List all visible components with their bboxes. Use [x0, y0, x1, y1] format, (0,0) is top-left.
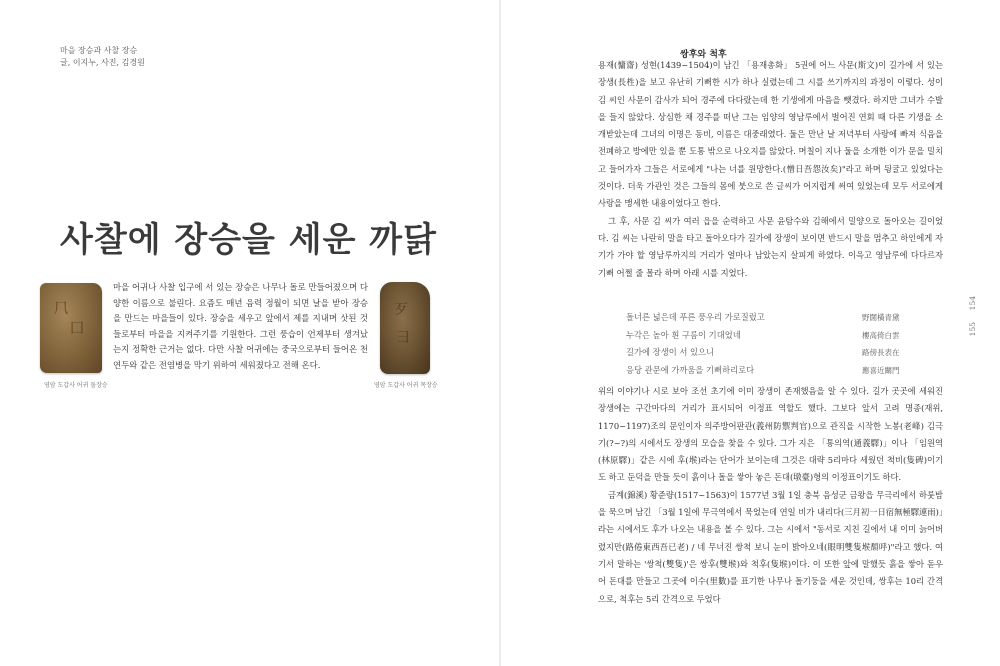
page-title: 사찰에 장승을 세운 까닭 [60, 220, 437, 260]
photo-caption-right: 영암 도갑사 어귀 목장승 [374, 382, 438, 389]
stone-jangseung-photo-left [40, 283, 102, 373]
photo-caption-left: 영암 도갑사 어귀 돌장승 [44, 382, 108, 389]
page-number-left: 154 [968, 296, 977, 311]
carved-glyph-icon: ⼞ [70, 321, 84, 337]
poem-hanja: 樓高倚白雲 [862, 330, 900, 340]
poem-line [626, 362, 916, 380]
poem-korean: 누각은 높아 흰 구름이 기대었네 [626, 329, 741, 340]
body-paragraph: 금계(錦溪) 황준량(1517~1563)이 1577년 3월 1일 충북 음성군 금왕읍 무극리에서 하룻밤을 묵으며 남긴 「3월 1일에 무극역에서 묵었는데 연일 비가 내리다(三月初一日宿無極驛連雨)」라는 시에서도 후가 나오는 내용을 볼 수 있다. 그는 시에서 "동서로 지친 길에서 내 이미 늙어버렸지만(路倦東西吾已老) / 네 무너진 쌍척 보니 눈이 밝아오네(眼明雙隻堠頹呼)"라고 했다. 여기서 말하는 '쌍척(雙隻)'은 쌍후(雙堠)와 척후(隻堠)이다. 이 또한 앞에 말했듯 흙을 쌓아 돋우어 돈대를 만들고 그곳에 이수(里數)를 표기한 나무나 돌기둥을 세운 것인데, 쌍후는 10리 간격으로, 척후는 5리 간격으로 두었다 [598, 489, 943, 604]
carved-glyph-icon: ⽍ [394, 302, 408, 318]
credits: 글, 이지누, 사진, 김경원 [60, 58, 145, 67]
section-label [60, 45, 145, 69]
poem-korean: 길가에 장생이 서 있으니 [626, 347, 715, 357]
poem-line [626, 309, 916, 327]
intro-paragraph [113, 280, 368, 373]
body-paragraph: 용재(慵齋) 성현(1439~1504)이 남긴 「용재총화」 5권에 어느 사문(斯文)이 길가에 서 있는 장생(長栍)을 보고 유난히 기뻐한 시가 하나 실렸는데 그 시를 쓰기까지의 과정이 이렇다. 성이 김 씨인 사문이 감사가 되어 경주에 다다랐는데 한 기생에게 마음을 뺏겼다. 하지만 그녀가 수발을 들지 않았다. 상심한 채 경주를 떠난 그는 임양의 영남루에서 벌어진 연회 때 다른 기생을 소개받았는데 그녀의 이명은 동비, 이름은 대중래였다. 둘은 만난 날 저녁부터 사랑에 빠져 식음을 전폐하고 방에만 있을 뿐 도통 밖으로 나오지를 않았다. 며칠이 지나 둘을 소개한 이가 문을 밀치고 들어가자 그들은 서로에게 "나는 너를 원망한다.(憎日吾怨汝矣)"라고 하며 뒹굴고 있었다는 것이다. 더욱 가관인 것은 그들의 몸에 붓으로 쓴 글씨가 어지럽게 써여 있었는데 모두 서로에게 사랑을 맹세한 내용이었다고 한다. [598, 60, 943, 209]
poem-hanja: 應喜近關門 [862, 365, 900, 375]
poem-block [626, 309, 916, 379]
series-title: 마을 장승과 사찰 장승 [60, 46, 138, 55]
body-text-lower [598, 383, 943, 608]
intro-text: 마을 어귀나 사찰 입구에 서 있는 장승은 나무나 돌로 만들어졌으며 다양한 이름으로 불린다. 요즘도 매년 음력 정월이 되면 날을 받아 장승을 만드는 마을들이 있다. 장승을 세우고 앞에서 제를 지내며 삿된 것들로부터 마을을 지켜주기를 기원한다. 그런 풍습이 언제부터 생겨났는지 정확한 근거는 없다. 다만 사찰 어귀에는 중국으로부터 들어온 천연두와 같은 전염병을 막기 위하여 세워졌다고 전해 온다. [113, 282, 368, 370]
poem-line [626, 327, 916, 345]
section-subhead: 쌍후와 척후 [680, 50, 727, 60]
body-text-upper [598, 57, 943, 282]
poem-hanja: 野闊橫青黛 [862, 313, 900, 322]
poem-hanja: 路傍長表在 [862, 348, 900, 357]
poem-line [626, 344, 916, 362]
carved-glyph-icon: ⺕ [396, 330, 410, 346]
poem-korean: 응당 관문에 가까움을 기뻐하리로다 [626, 364, 755, 375]
body-paragraph: 그 후, 사문 김 씨가 여러 읍을 순력하고 사문 윤탐수와 김해에서 밀양으로 돌아오는 길이었다. 김 씨는 나란히 말을 타고 돌아오다가 길가에 장생이 보이면 반드시 말을 멈추고 하인에게 자기가 가야 할 영남루까지의 거리가 얼마나 남았는지 살피게 하였다. 이윽고 영남루에 다다르자 기뻐 어쩔 줄 몰라 하며 아래 시를 지었다. [598, 215, 943, 278]
carved-glyph-icon: ⺇ [54, 301, 68, 317]
stone-jangseung-photo-right [380, 282, 430, 374]
page-number-right: 155 [968, 322, 977, 337]
poem-korean: 돌너른 넓은데 푸른 풍우리 가로질렀고 [626, 312, 765, 322]
body-paragraph: 위의 이야기나 시로 보아 조선 초기에 이미 장생이 존재했음을 알 수 있다. 길가 곳곳에 세워진 장생에는 구간마다의 거리가 표시되어 이정표 역할도 했다. 그보다 앞서 고려 명종(재위, 1170~1197)조의 문인이자 의주방어판관(義州防禦判官)으로 관직을 시작한 노봉(老峰) 김극기(?~?)의 시에서도 장생의 모습을 찾을 수 있다. 그가 지은 「통의역(通義驛)」이나 「임원역(林原驛)」같은 시에 후(堠)라는 단어가 보이는데 그것은 대략 5리마다 세웠던 척비(隻碑)이기도 하고 둔덕을 만들 듯이 흙이나 돌을 쌓아 놓은 돈대(墩臺)형의 이정표이기도 하다. [598, 386, 943, 483]
